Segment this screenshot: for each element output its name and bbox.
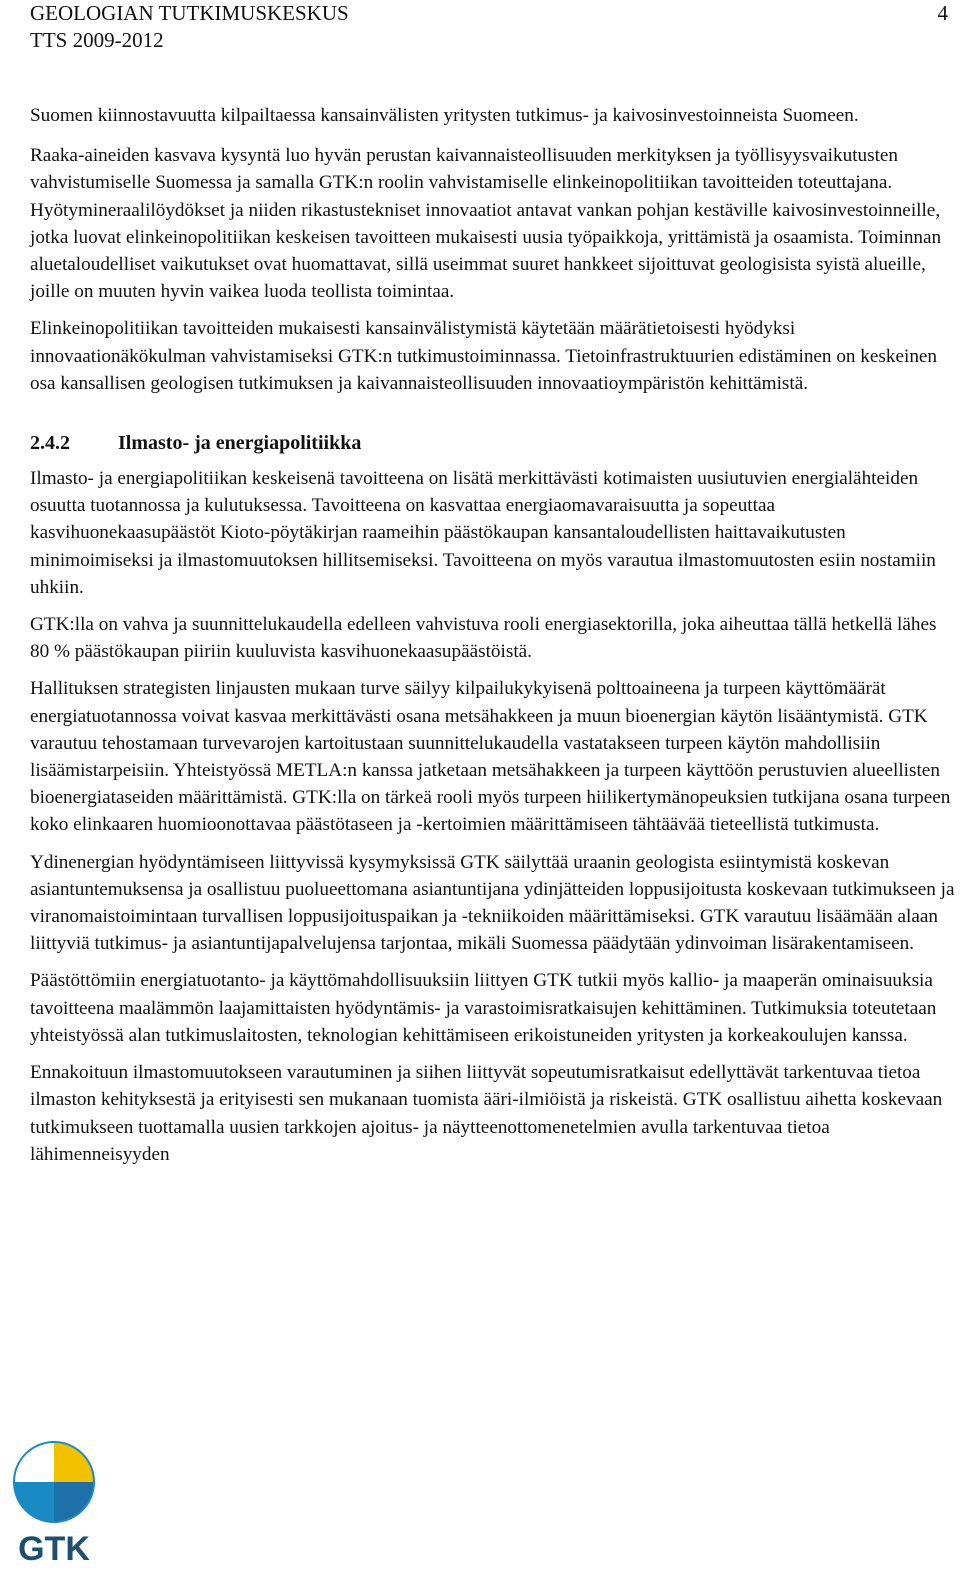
organization-name: GEOLOGIAN TUTKIMUSKESKUS [30, 1, 349, 25]
paragraph-nuclear: Ydinenergian hyödyntämiseen liittyvissä kysymyksissä GTK säilyttää uraanin geologista esiintymistä koskevan asiantuntemuksensa ja osallistuu puolueettomana asiantuntijana ydinjätteiden loppusijoitusta koskevaan tutkimukseen ja viranomaistoimintaan turvallisen loppusijoituspaikan ja -tekniikoiden määrittämiseksi. GTK varautuu lisäämään alaan liittyviä tutkimus- ja asiantuntijapalvelujensa tarjontaa, mikäli Suomessa päädytään ydinvoiman lisärakentamiseen. [30, 851, 955, 955]
page-number: 4 [937, 1, 948, 25]
paragraph-peat: Hallituksen strategisten linjausten mukaan turve säilyy kilpailukykyisenä polttoaineena ja turpeen käyttömäärät energiatuotannossa voivat kasvaa merkittävästi osana metsähakkeen ja muun bioenergian käytön lisääntymistä. GTK varautuu tehostamaan turvevarojen kartoitustaan suunnittelukaudella vastatakseen turpeen käytön mahdollisiin lisäämistarpeisiin. Yhteistyössä METLA:n kanssa jatketaan metsähakkeen ja turpeen käyttöön perustuvien alueellisten bioenergiataseiden määrittämistä. GTK:lla on tärkeä rooli myös turpeen hiilikertymänopeuksien tutkijana osana turpeen koko elinkaaren huomioonottavaa päästötaseen ja -kertoimien määrittämiseen tähtäävää tieteellistä tutkimusta. [30, 678, 951, 836]
document-body [30, 102, 956, 1168]
section-number: 2.4.2 [30, 432, 70, 455]
paragraph-climate-policy: Ilmasto- ja energiapolitiikan keskeisenä tavoitteena on lisätä merkittävästi kotimaisten uusiutuvien energialähteiden osuutta tuotannossa ja kulutuksessa. Tavoitteena on kasvattaa energiaomavaraisuutta ja sopeuttaa kasvihuonekaasupäästöt Kioto-pöytäkirjan raameihin päästökaupan kansantaloudellisten haittavaikutusten minimoimiseksi ja ilmastomuutoksen hillitsemiseksi. Tavoitteena on myös varautua ilmastomuutosten esiin nostamiin uhkiin. [30, 468, 936, 598]
paragraph-energy-sector: GTK:lla on vahva ja suunnittelukaudella edelleen vahvistuva rooli energiasektorilla, joka aiheuttaa tällä hetkellä lähes 80 % päästökaupan piiriin kuuluvista kasvihuonekaasupäästöistä. [30, 614, 937, 663]
logo-text: GTK [18, 1530, 90, 1568]
paragraph-geothermal: Päästöttömiin energiatuotanto- ja käyttömahdollisuuksiin liittyen GTK tutkii myös kallio- ja maaperän ominaisuuksia tavoitteena maalämmön laajamittaisten hyödyntämis- ja varastoimisratkaisujen kehittäminen. Tutkimuksia toteutetaan yhteistyössä alan tutkimuslaitosten, teknologian kehittämiseen erikoistuneiden yritysten ja korkeakoulujen kanssa. [30, 970, 937, 1046]
section-title: Ilmasto- ja energiapolitiikka [118, 432, 362, 455]
document-code: TTS 2009-2012 [30, 28, 164, 52]
paragraph-internationalization: Elinkeinopolitiikan tavoitteiden mukaisesti kansainvälistymistä käytetään määrätietoisesti hyödyksi innovaationäkökulman vahvistamiseksi GTK:n tutkimustoiminnassa. Tietoinfrastruktuurien edistäminen on keskeinen osa kansallisen geologisen tutkimuksen ja kaivannaisteollisuuden innovaatioympäristön kehittämistä. [30, 318, 938, 394]
running-header [30, 0, 349, 54]
globe-icon [14, 1442, 94, 1522]
paragraph-intro: Suomen kiinnostavuutta kilpailtaessa kansainvälisten yritysten tutkimus- ja kaivosinvestoinneista Suomeen. [30, 105, 859, 126]
paragraph-raw-materials: Raaka-aineiden kasvava kysyntä luo hyvän perustan kaivannaisteollisuuden merkityksen ja työllisyysvaikutusten vahvistumiselle Suomessa ja samalla GTK:n roolin vahvistamiselle elinkeinopolitiikan tavoitteiden toteuttajana. Hyötymineraalilöydökset ja niiden rikastustekniset innovaatiot antavat vankan pohjan kestäville kaivosinvestoinneille, jotka luovat elinkeinopolitiikan keskeisen tavoitteen mukaisesti uusia työpaikkoja, yrittämistä ja osaamista. Toiminnan aluetaloudelliset vaikutukset ovat huomattavat, sillä useimmat suuret hankkeet sijoittuvat geologisista syistä alueille, joille on muuten hyvin vaikea luoda teollista toimintaa. [30, 145, 942, 303]
gtk-logo [10, 1438, 100, 1568]
section-heading [30, 430, 956, 457]
paragraph-climate-adaptation: Ennakoituun ilmastomuutokseen varautuminen ja siihen liittyvät sopeutumisratkaisut edellyttävät tarkentuvaa tietoa ilmaston kehityksestä ja erityisesti sen mukanaan tuomista ääri-ilmiöistä ja riskeistä. GTK osallistuu aihetta koskevaan tutkimukseen tuottamalla uusien tarkkojen ajoitus- ja näytteenottomenetelmien avulla tarkentuvaa tietoa lähimenneisyyden [30, 1062, 943, 1165]
